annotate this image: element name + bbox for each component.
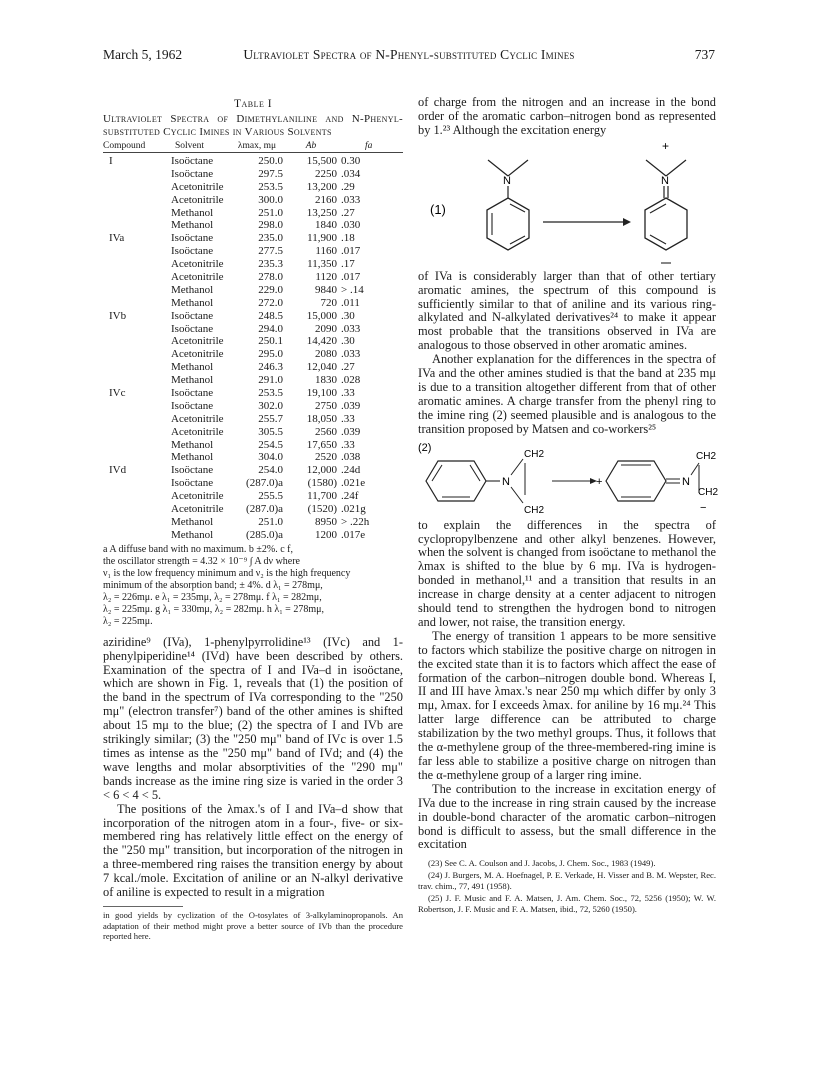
table-cell: (1580)	[307, 477, 337, 490]
table-cell: (287.0)a	[246, 503, 283, 516]
paragraph: The contribution to the increase in excitation energy of IVa due to the increase in ring strain caused by the increase in double-bond character of the aromatic carbon–nitrogen bond is difficult to assess, but the small difference in the excitation	[418, 781, 716, 852]
table-cell: 235.3	[258, 258, 283, 271]
table-row	[103, 181, 403, 194]
table-cell: .30	[341, 335, 355, 348]
table-row	[103, 400, 403, 413]
table-cell: 2750	[315, 399, 337, 412]
table-cell: 254.0	[258, 464, 283, 477]
table-row	[103, 387, 403, 400]
table-cell: 17,650	[306, 438, 337, 451]
table-cell: 13,250	[306, 206, 337, 219]
table-cell: 18,050	[306, 412, 337, 425]
ch2-group: CH2	[698, 486, 719, 498]
table-cell: Acetonitrile	[171, 348, 224, 361]
table-cell: 8950	[315, 515, 337, 528]
table-cell: 251.0	[258, 206, 283, 219]
table-row	[103, 503, 403, 516]
table-caption: Ultraviolet Spectra of Dimethylaniline and N-Phenyl-substituted Cyclic Imines in Various Solvents	[103, 113, 403, 138]
table-row	[103, 451, 403, 464]
table-row	[103, 168, 403, 181]
ch2-group: CH2	[696, 450, 717, 462]
left-footnote: in good yields by cyclization of the O-tosylates of 3-alkylaminopropanols. An adaptation of their method might prove a better source of IVb than the procedure reported here.	[103, 909, 403, 942]
n-atom: N	[682, 475, 690, 488]
table-cell: (287.0)a	[246, 477, 283, 490]
table-cell: Isoöctane	[171, 464, 214, 477]
table-cell: 14,420	[306, 335, 337, 348]
table-cell: Isoöctane	[171, 232, 214, 245]
table-row	[103, 232, 403, 245]
table-cell: Acetonitrile	[171, 335, 224, 348]
n-atom: N	[503, 174, 511, 187]
diagram-1-svg	[418, 138, 716, 270]
paragraph: of IVa is considerably larger than that of other tertiary aromatic amines, the spectrum of this compound is sufficiently similar to that of aniline and its various ring-alkylated and N-alkylated derivatives²⁴ to make it appear most probable that the transitions observed in IVa are analogous to those observed in other aromatic amines.	[418, 268, 716, 353]
plus-sign: +	[662, 138, 670, 153]
table-cell: 295.0	[258, 348, 283, 361]
ch2-group: CH2	[524, 448, 545, 460]
paragraph: Another explanation for the differences in the spectra of IVa and the other amines studied is that the band at 235 mμ is due to a transition altogether different from that of other aromatic amines. A charge transfer from the phenyl ring to the imine ring (2) seemed plausible and is analogous to the transition proposed by Matsen and co-workers²⁵	[418, 352, 716, 436]
table-cell: IVd	[109, 464, 127, 477]
col-header: Compound	[103, 141, 146, 151]
footnote-line: ν₁ is the low frequency minimum and ν₂ is the high frequency	[103, 567, 351, 579]
paragraph: The positions of the λmax.'s of I and IVa–d show that incorporation of the nitrogen atom in a four-, five- or six-membered ring has relatively little effect on the energy of the "250 mμ" transition, but incorporation of the nitrogen in a three-membered ring raises the transition energy by about 7 kcal./mole. Excitation of aniline or an N-alkyl derivative of aniline is expected to result in a migration	[103, 801, 403, 900]
table-cell: Isoöctane	[171, 245, 214, 258]
n-atom: N	[661, 174, 669, 187]
col-header: fa	[365, 141, 373, 151]
table-cell: Acetonitrile	[171, 425, 224, 438]
table-cell: .33	[341, 387, 355, 400]
table-row	[103, 310, 403, 323]
diagram-2-svg	[418, 437, 719, 519]
table-cell: 253.5	[258, 180, 283, 193]
table-cell: 294.0	[258, 322, 283, 335]
table-cell: Acetonitrile	[171, 193, 224, 206]
footnote-line: λ₂ = 225mμ. g λ₁ = 330mμ, λ₂ = 282mμ. h λ₁ = 278mμ,	[103, 603, 324, 615]
table-cell: 246.3	[258, 361, 283, 374]
table-row	[103, 361, 403, 374]
table-cell: Acetonitrile	[171, 180, 224, 193]
table-row	[103, 348, 403, 361]
table-cell: .034	[341, 167, 361, 180]
footnote-line: λ₂ = 225mμ.	[103, 615, 153, 627]
table-cell: 302.0	[258, 399, 283, 412]
table-row	[103, 529, 403, 542]
reference-item: (23) See C. A. Coulson and J. Jacobs, J. Chem. Soc., 1983 (1949).	[428, 858, 656, 869]
spectra-table	[103, 140, 403, 542]
minus-sign: −	[700, 501, 707, 514]
table-row	[103, 374, 403, 387]
paragraph: The energy of transition 1 appears to be more sensitive to factors which stabilize the positive charge on nitrogen in the excited state than it is to factors which affect the ease of formation of the carbon–nitrogen double bond. Whereas I, II and III have λmax.'s near 250 mμ which differ by only 3 mμ, λmax. for I exceeds λmax. for aniline by 16 mμ.²⁴ This latter large difference can be attributed to charge stabilization by the two methyl groups. Thus, it follows that the α-methylene group of the three-membered-ring imine is far less able to stabilize a positive charge on nitrogen than the α-methylene group of a larger ring imine.	[418, 628, 716, 782]
table-row	[103, 194, 403, 207]
table-cell: Acetonitrile	[171, 412, 224, 425]
table-row	[103, 490, 403, 503]
table-cell: 11,700	[307, 490, 337, 503]
table-row	[103, 516, 403, 529]
table-row	[103, 323, 403, 336]
table-cell: Methanol	[171, 438, 214, 451]
table-cell: 19,100	[306, 387, 337, 400]
table-cell: 250.0	[258, 155, 283, 167]
table-row	[103, 413, 403, 426]
footnote-line: a A diffuse band with no maximum. b ±2%. c f,	[103, 543, 293, 555]
table-cell: 229.0	[258, 283, 283, 296]
table-cell: .017	[341, 245, 361, 258]
n-atom: N	[502, 475, 510, 488]
table-cell: Methanol	[171, 515, 214, 528]
table-cell: 12,000	[306, 464, 337, 477]
table-row	[103, 297, 403, 310]
table-cell: 297.5	[258, 167, 283, 180]
table-cell: 255.7	[258, 412, 283, 425]
table-row	[103, 439, 403, 452]
col-header: Ab	[305, 141, 317, 151]
table-cell: 13,200	[306, 180, 337, 193]
table-cell: Acetonitrile	[171, 258, 224, 271]
table-cell: 1200	[315, 528, 337, 541]
table-row	[103, 258, 403, 271]
table-cell: .033	[341, 348, 361, 361]
table-cell: .028	[341, 374, 361, 387]
table-row	[103, 426, 403, 439]
table-cell: IVb	[109, 309, 127, 322]
right-body-text-top	[418, 96, 716, 138]
diagram-2-label: (2)	[418, 441, 432, 454]
footnote-line: minimum of the absorption band; ± 4%. d λ₁ = 278mμ,	[103, 579, 323, 591]
table-cell: Acetonitrile	[171, 503, 224, 516]
table-cell: 2160	[315, 193, 337, 206]
right-column	[418, 95, 719, 915]
table-row	[103, 464, 403, 477]
table-cell: .27	[341, 361, 355, 374]
table-cell: IVc	[109, 387, 126, 400]
table-cell: .039	[341, 399, 361, 412]
table-row	[103, 207, 403, 220]
table-cell: 2250	[315, 167, 337, 180]
col-header: Solvent	[175, 141, 205, 151]
table-cell: 2090	[315, 322, 337, 335]
table-cell: 250.1	[258, 335, 283, 348]
table-cell: Isoöctane	[171, 387, 214, 400]
table-cell: .011	[341, 296, 360, 309]
table-cell: IVa	[109, 232, 125, 245]
table-footnotes	[103, 544, 403, 628]
table-cell: 1830	[315, 374, 337, 387]
table-cell: 12,040	[306, 361, 337, 374]
reference-item: (25) J. F. Music and F. A. Matsen, J. Am. Chem. Soc., 72, 5256 (1950); W. W. Robertson, J. F. Music and F. A. Matsen, ibid., 72, 5260 (1950).	[418, 892, 716, 914]
table-cell: > .22h	[341, 515, 370, 528]
table-cell: .030	[341, 219, 361, 232]
table-cell: 1160	[315, 245, 337, 258]
table-row	[103, 284, 403, 297]
table-row	[103, 477, 403, 490]
table-cell: 11,350	[307, 258, 337, 271]
table-cell: 291.0	[258, 374, 283, 387]
table-cell: 1120	[315, 271, 337, 284]
table-cell: Acetonitrile	[171, 271, 224, 284]
table-cell: .033	[341, 193, 361, 206]
table-row	[103, 245, 403, 258]
table-cell: .27	[341, 206, 355, 219]
table-cell: Methanol	[171, 451, 214, 464]
table-body	[103, 155, 403, 542]
table-cell: 11,900	[307, 232, 337, 245]
table-cell: .017	[341, 271, 361, 284]
table-cell: 272.0	[258, 296, 283, 309]
table-cell: 2520	[315, 451, 337, 464]
page-number: 737	[694, 47, 715, 62]
table-row	[103, 271, 403, 284]
benzene-ring	[487, 198, 529, 250]
footnote-divider	[103, 906, 183, 907]
table-cell: Methanol	[171, 374, 214, 387]
table-cell: 300.0	[258, 193, 283, 206]
reference-item: (24) J. Burgers, M. A. Hoefnagel, P. E. Verkade, H. Visser and B. M. Wepster, Rec. trav. chim., 77, 491 (1958).	[418, 870, 716, 891]
table-cell: Acetonitrile	[171, 490, 224, 503]
table-cell: Isoöctane	[171, 322, 214, 335]
header-title: Ultraviolet Spectra of N-Phenyl-substituted Cyclic Imines	[243, 47, 575, 62]
table-cell: .33	[341, 438, 355, 451]
table-cell: I	[109, 155, 113, 167]
table-cell: 2560	[315, 425, 337, 438]
quinoid-ring	[645, 198, 687, 250]
table-cell: 278.0	[258, 271, 283, 284]
table-cell: Isoöctane	[171, 477, 214, 490]
table-label: Table I	[233, 98, 273, 110]
right-body-text-mid	[418, 270, 716, 437]
table-cell: .17	[341, 258, 355, 271]
footnote-line: the oscillator strength = 4.32 × 10⁻⁹ ∫ A dν where	[103, 555, 300, 567]
table-cell: 255.5	[258, 490, 283, 503]
table-cell: 305.5	[258, 425, 283, 438]
table-cell: Methanol	[171, 296, 214, 309]
table-cell: Isoöctane	[171, 155, 214, 167]
diagram-2	[418, 437, 719, 519]
table-cell: .021g	[341, 503, 366, 516]
table-cell: .30	[341, 309, 355, 322]
table-cell: Isoöctane	[171, 399, 214, 412]
table-cell: .24f	[341, 490, 359, 503]
table-cell: 2080	[315, 348, 337, 361]
paragraph: to explain the differences in the spectra of cyclopropylbenzene and other alkyl benzenes. However, when the solvent is changed from isoöctane to methanol the λmax is shifted to the blue by 6 mμ. IVa is hydrogen-bonded in methanol,¹¹ and a transition that results in an increase in charge density at a center adjacent to nitrogen should tend to strengthen the hydrogen bond to nitrogen and lower, not raise, the transition energy.	[418, 517, 716, 629]
table-cell: 248.5	[258, 309, 283, 322]
left-column	[103, 96, 403, 942]
table-row	[103, 219, 403, 232]
table-cell: Methanol	[171, 283, 214, 296]
table-cell: .038	[341, 451, 361, 464]
table-row	[103, 335, 403, 348]
table-cell: .24d	[341, 464, 361, 477]
left-body-text	[103, 636, 403, 900]
table-cell: Methanol	[171, 219, 214, 232]
quinoid-ring	[606, 461, 666, 501]
table-cell: (285.0)a	[246, 528, 283, 541]
table-cell: 298.0	[258, 219, 283, 232]
table-header-row	[103, 140, 403, 153]
table-cell: (1520)	[307, 503, 337, 516]
ch2-group: CH2	[524, 504, 545, 516]
table-cell: 254.5	[258, 438, 283, 451]
table-cell: 0.30	[341, 155, 361, 167]
table-cell: Methanol	[171, 528, 214, 541]
table-cell: Methanol	[171, 361, 214, 374]
header-date: March 5, 1962	[103, 47, 183, 62]
references	[418, 858, 716, 914]
table-cell: .033	[341, 322, 361, 335]
table-cell: 277.5	[258, 245, 283, 258]
running-header	[103, 47, 715, 67]
table-cell: .021e	[341, 477, 366, 490]
paragraph: aziridine⁹ (IVa), 1-phenylpyrrolidine¹³ (IVc) and 1-phenylpiperidine¹⁴ (IVd) have been described by others. Examination of the spectra of I and IVa–d in isoöctane, which are shown in Fig. 1, reveals that (1) the position of the band in the spectrum of IVa corresponding to the "250 mμ" (electron transfer⁷) band of the other amines is shifted about 15 mμ to the blue; (2) the spectra of I and IVb are strikingly similar; (3) the "250 mμ" band of IVc is over 1.5 times as intense as the "250 mμ" band of IVd; and (4) the wave lengths and molar absorptivities of the "290 mμ" bands increase as the imine ring size is varied in the order 3 < 6 < 4 < 5.	[103, 634, 403, 802]
diagram-1	[418, 138, 716, 270]
table-cell: 1840	[315, 219, 337, 232]
table-cell: 15,000	[306, 309, 337, 322]
benzene-ring	[426, 461, 486, 501]
table-cell: 15,500	[306, 155, 337, 167]
table-cell: .33	[341, 412, 355, 425]
table-row	[103, 155, 403, 168]
table-cell: .18	[341, 232, 355, 245]
table-cell: .29	[341, 180, 355, 193]
plus-sign: +	[596, 475, 603, 488]
table-cell: 251.0	[258, 515, 283, 528]
table-cell: 720	[320, 296, 337, 309]
table-cell: 304.0	[258, 451, 283, 464]
table-cell: 253.5	[258, 387, 283, 400]
table-cell: Isoöctane	[171, 309, 214, 322]
table-cell: Methanol	[171, 206, 214, 219]
table-cell: .039	[341, 425, 361, 438]
table-cell: Isoöctane	[171, 167, 214, 180]
table-cell: .017e	[341, 528, 366, 541]
col-header: λmax, mμ	[237, 141, 277, 151]
right-body-text-bottom	[418, 519, 716, 853]
table-cell: 9840	[315, 283, 337, 296]
table-cell: > .14	[341, 283, 364, 296]
paragraph: of charge from the nitrogen and an increase in the bond order of the aromatic carbon–nitrogen bond as represented by 1.²³ Although the excitation energy	[418, 95, 716, 137]
diagram-1-label: (1)	[430, 201, 446, 217]
table-cell: 235.0	[258, 232, 283, 245]
footnote-line: λ₂ = 226mμ. e λ₁ = 235mμ, λ₂ = 278mμ. f λ₁ = 282mμ,	[103, 591, 322, 603]
